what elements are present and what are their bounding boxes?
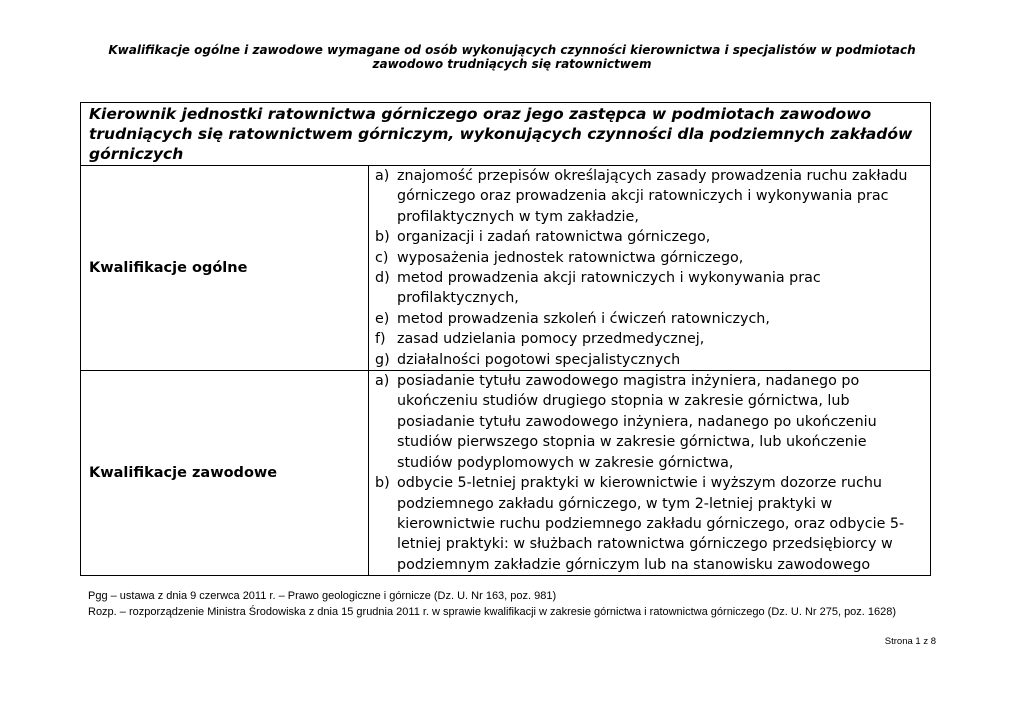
list-item: c) wyposażenia jednostek ratownictwa górniczego,: [375, 249, 744, 266]
qualifications-table: [80, 102, 931, 576]
list-item: b) organizacji i zadań ratownictwa górniczego,: [375, 229, 711, 246]
list-item: a) znajomość przepisów określających zasady prowadzenia ruchu zakładu górniczego oraz prowadzenia akcji ratowniczych i wykonywania prac profilaktycznych w tym zakładzie,: [375, 168, 908, 225]
table-title: Kierownik jednostki ratownictwa górniczego oraz jego zastępca w podmiotach zawodowo trudniących się ratownictwem górniczym, wykonujących czynności dla podziemnych zakładów górniczych: [81, 103, 931, 166]
list-item: e) metod prowadzenia szkoleń i ćwiczeń ratowniczych,: [375, 310, 770, 327]
header-line-2: zawodowo trudniących się ratownictwem: [372, 57, 652, 71]
list-item: b) odbycie 5-letniej praktyki w kierownictwie i wyższym dozorze ruchu podziemnego zakładu górniczego, w tym 2-letniej praktyki w kierownictwie ruchu podziemnego zakładu górniczego, oraz odbycie 5-letniej praktyki: w służbach ratownictwa górniczego przedsiębiorcy w podziemnym zakładzie górniczym lub na stanowisku zawodowego: [375, 475, 905, 573]
footnote-rozp: Rozp. – rozporządzenie Ministra Środowiska z dnia 15 grudnia 2011 r. w sprawie kwalifikacji w zakresie górnictwa i ratownictwa górniczego (Dz. U. Nr 275, poz. 1628): [88, 606, 897, 618]
footnotes: [88, 588, 938, 620]
header-line-1: Kwalifikacje ogólne i zawodowe wymagane od osób wykonujących czynności kierownictwa i specjalistów w podmiotach: [108, 43, 916, 57]
page-number: Strona 1 z 8: [884, 636, 936, 647]
general-qualifications-list: [369, 166, 931, 371]
footnote-pgg: Pgg – ustawa z dnia 9 czerwca 2011 r. – Prawo geologiczne i górnicze (Dz. U. Nr 163, poz. 981): [88, 590, 557, 602]
professional-qualifications-row: [81, 371, 931, 576]
list-item: g) działalności pogotowi specjalistycznych: [375, 351, 681, 368]
page-header: [80, 43, 944, 71]
list-item: a) posiadanie tytułu zawodowego magistra inżyniera, nadanego po ukończeniu studiów drugiego stopnia w zakresie górnictwa, lub posiadanie tytułu zawodowego inżyniera, nadanego po ukończeniu studiów pierwszego stopnia w zakresie górnictwa, lub ukończenie studiów podyplomowych w zakresie górnictwa,: [375, 373, 877, 471]
list-item: d) metod prowadzenia akcji ratowniczych i wykonywania prac profilaktycznych,: [375, 270, 821, 307]
list-item: f) zasad udzielania pomocy przedmedycznej,: [375, 331, 705, 348]
title-row: [81, 103, 931, 166]
professional-qualifications-list: [369, 371, 931, 576]
general-qualifications-row: [81, 166, 931, 371]
general-qualifications-label: Kwalifikacje ogólne: [81, 166, 369, 371]
professional-qualifications-label: Kwalifikacje zawodowe: [81, 371, 369, 576]
